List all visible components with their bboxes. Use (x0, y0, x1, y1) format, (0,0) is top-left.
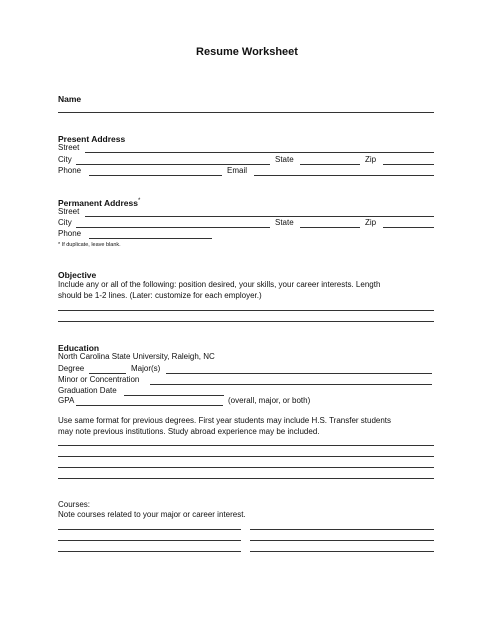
courses-instructions: Note courses related to your major or career interest. (58, 510, 246, 519)
course-line-right[interactable] (250, 540, 434, 541)
permanent-zip-field[interactable] (383, 227, 434, 228)
gpa-field[interactable] (76, 405, 223, 406)
present-address-heading: Present Address (58, 134, 126, 144)
degree-label: Degree (58, 364, 85, 373)
education-school: North Carolina State University, Raleigh, NC (58, 352, 215, 361)
present-street-label: Street (58, 143, 80, 152)
present-zip-field[interactable] (383, 164, 434, 165)
permanent-state-label: State (275, 218, 294, 227)
education-line[interactable] (58, 456, 434, 457)
present-city-field[interactable] (76, 164, 270, 165)
permanent-address-mark: * (138, 198, 141, 204)
objective-line[interactable] (58, 321, 434, 322)
permanent-street-label: Street (58, 207, 80, 216)
education-line[interactable] (58, 445, 434, 446)
education-instructions-line2: may note previous institutions. Study abroad experience may be included. (58, 427, 320, 436)
permanent-city-label: City (58, 218, 72, 227)
name-field[interactable] (58, 112, 434, 113)
majors-field[interactable] (166, 373, 432, 374)
gpa-hint: (overall, major, or both) (228, 396, 311, 405)
graduation-field[interactable] (124, 395, 224, 396)
present-email-field[interactable] (254, 175, 434, 176)
present-phone-field[interactable] (89, 175, 222, 176)
permanent-state-field[interactable] (300, 227, 360, 228)
gpa-label: GPA (58, 396, 75, 405)
course-line-left[interactable] (58, 551, 241, 552)
present-phone-label: Phone (58, 166, 82, 175)
objective-line[interactable] (58, 310, 434, 311)
permanent-city-field[interactable] (76, 227, 270, 228)
course-line-right[interactable] (250, 529, 434, 530)
permanent-phone-field[interactable] (89, 238, 212, 239)
course-line-right[interactable] (250, 551, 434, 552)
page-title: Resume Worksheet (196, 46, 298, 58)
education-line[interactable] (58, 478, 434, 479)
permanent-phone-label: Phone (58, 229, 82, 238)
present-state-field[interactable] (300, 164, 360, 165)
degree-field[interactable] (89, 373, 126, 374)
education-heading: Education (58, 343, 100, 353)
course-line-left[interactable] (58, 540, 241, 541)
present-city-label: City (58, 155, 72, 164)
courses-heading: Courses: (58, 500, 91, 509)
graduation-label: Graduation Date (58, 386, 117, 395)
permanent-street-field[interactable] (85, 216, 434, 217)
objective-instructions-line1: Include any or all of the following: position desired, your skills, your career interests. Length (58, 280, 381, 289)
objective-heading: Objective (58, 270, 97, 280)
objective-instructions-line2: should be 1-2 lines. (Later: customize for each employer.) (58, 291, 262, 300)
permanent-zip-label: Zip (365, 218, 377, 227)
education-line[interactable] (58, 467, 434, 468)
education-instructions-line1: Use same format for previous degrees. First year students may include H.S. Transfer students (58, 416, 392, 425)
permanent-address-heading-text: Permanent Address (58, 197, 138, 208)
minor-field[interactable] (150, 384, 432, 385)
permanent-footnote: * If duplicate, leave blank. (58, 242, 121, 248)
course-line-left[interactable] (58, 529, 241, 530)
name-heading: Name (58, 94, 82, 104)
present-email-label: Email (227, 166, 248, 175)
minor-label: Minor or Concentration (58, 375, 140, 384)
present-street-field[interactable] (85, 152, 434, 153)
present-zip-label: Zip (365, 155, 377, 164)
present-state-label: State (275, 155, 294, 164)
majors-label: Major(s) (131, 364, 161, 373)
